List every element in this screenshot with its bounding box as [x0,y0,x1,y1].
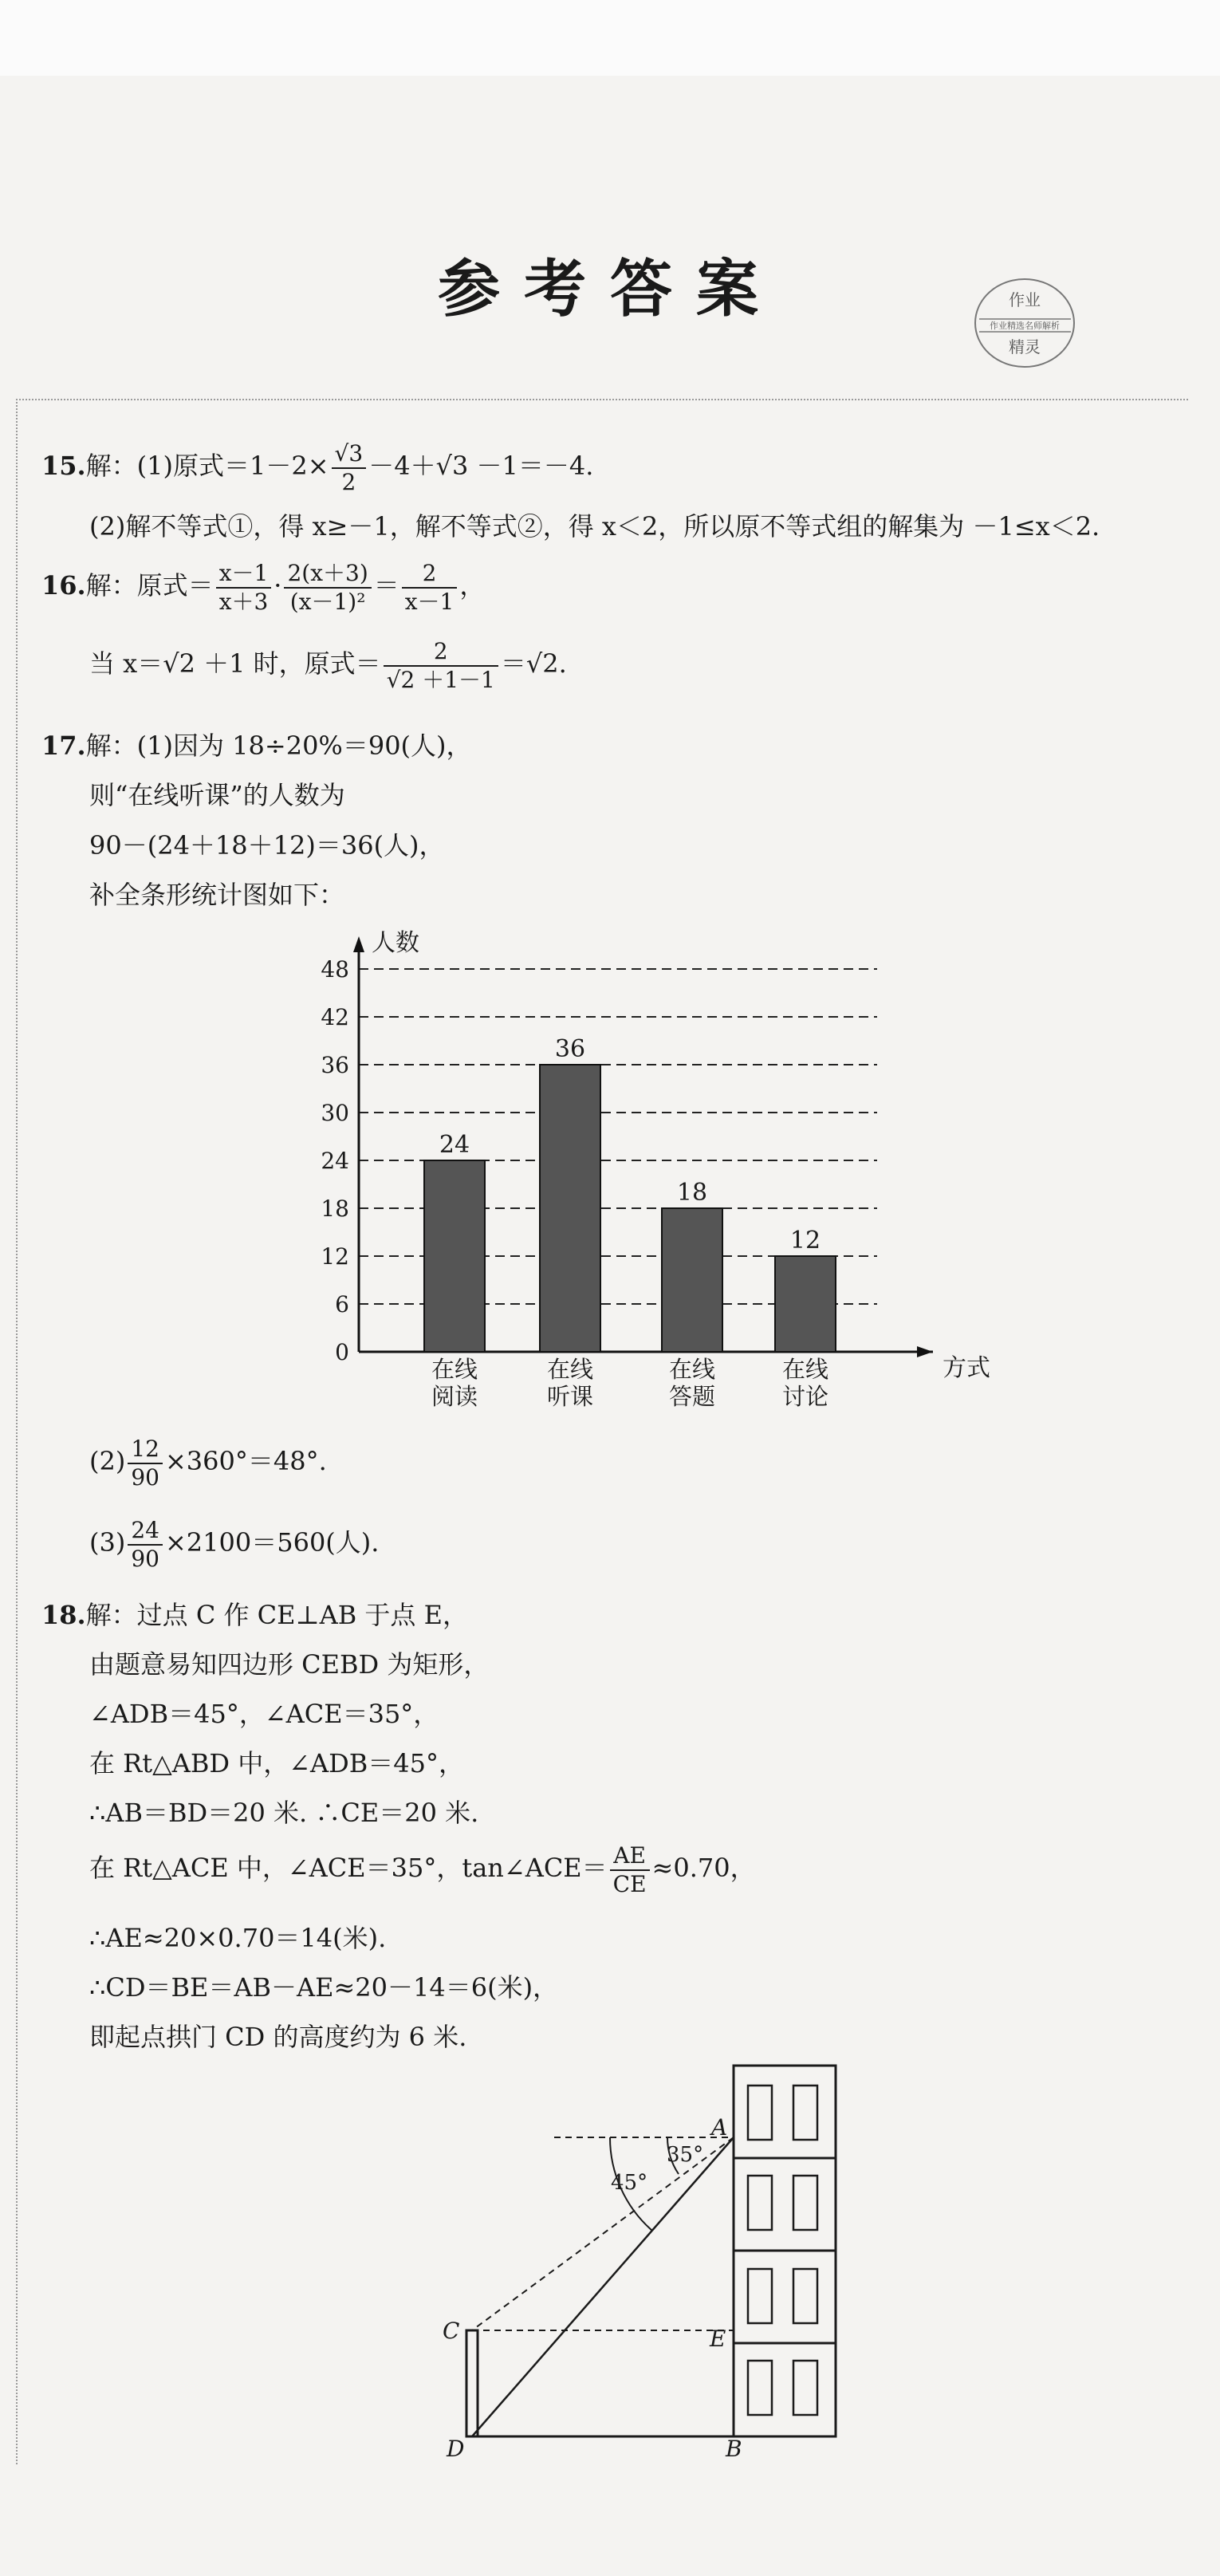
page-border-top [16,399,1188,400]
q18-line-2: 由题意易知四边形 CEBD 为矩形， [89,1649,490,1680]
angle-45-label: 45° [611,2171,648,2195]
point-b-label: B [726,2436,742,2462]
point-a-label: A [711,2114,728,2141]
q17-part3: (3) $\frac{24}{90}$ ×2100＝560(人). [89,1517,380,1572]
q17-line-2: 则“在线听课”的人数为 [89,780,345,810]
q17-line-1: 17.解：(1)因为 18÷20%＝90(人)， [41,731,472,761]
y-tick-label: 0 [335,1339,349,1365]
y-tick-label: 48 [321,956,349,983]
q17-number: 17. [41,731,86,761]
q15-line-1: 15.解：(1)原式＝1－2× $\frac{√3}{2}$ －4＋√3 －1＝－4. [41,440,594,495]
q18-number: 18. [41,1600,86,1630]
bar-value-label: 24 [439,1131,470,1159]
q15-line-2: (2)解不等式①，得 x≥－1，解不等式②，得 x＜2，所以原不等式组的解集为 －1≤x＜2. [89,511,1100,542]
x-axis-title: 方式 [943,1354,990,1382]
stamp-bottom-text: 精灵 [1009,337,1041,356]
y-tick-label: 36 [321,1052,349,1078]
stamp-top-text: 作业 [1009,290,1041,309]
bar [424,1160,485,1352]
q17-line-3: 90－(24＋18＋12)＝36(人)， [89,830,445,861]
x-category-label: 在线 [546,1356,594,1383]
publisher-stamp [971,270,1079,377]
y-axis-arrow [353,936,364,952]
q18-line-7: ∴AE≈20×0.70＝14(米). [89,1923,387,1953]
y-axis-title: 人数 [372,929,419,957]
q18-line-3: ∠ADB＝45°，∠ACE＝35°， [89,1699,439,1729]
q18-line-5: ∴AB＝BD＝20 米. ∴CE＝20 米. [89,1798,479,1828]
x-category-label: 答题 [668,1383,716,1410]
arch-cd [466,2330,478,2436]
bar-chart [303,917,990,1436]
angle-35-label: 35° [667,2143,704,2167]
x-category-label: 在线 [431,1356,478,1383]
y-tick-label: 18 [321,1195,349,1222]
q16-line-1: 16.解：原式＝ $\frac{x-1}{x+3}$ · $\frac{2(x+3)}{\text{(x－1)²}}$ ＝ $\frac{2}{x-1}$ ， [41,560,486,615]
q18-line-1: 18.解：过点 C 作 CE⊥AB 于点 E， [41,1600,468,1630]
x-axis-arrow [917,1346,933,1357]
point-e-label: E [710,2326,726,2352]
page-border-left [16,399,18,2464]
stamp-middle-text: 作业精选名师解析 [990,321,1060,331]
q16-line-2: 当 x＝√2 ＋1 时，原式＝ $\frac{2}{√2 +1-1}$ ＝√2. [89,638,567,693]
point-c-label: C [443,2318,460,2344]
top-margin [0,0,1220,76]
y-tick-label: 30 [321,1100,349,1126]
q18-line-8: ∴CD＝BE＝AB－AE≈20－14＝6(米)， [89,1972,559,2003]
x-category-label: 在线 [668,1356,716,1383]
q15-fraction: $\frac{√3}{2}$ [332,440,367,495]
line-ad [472,2137,734,2436]
bar [662,1208,722,1352]
bar [775,1256,836,1352]
x-category-label: 讨论 [781,1383,829,1410]
bar [540,1065,600,1352]
q18-line-9: 即起点拱门 CD 的高度约为 6 米. [89,2022,467,2052]
geometry-figure [431,2058,877,2462]
q18-line-4: 在 Rt△ABD 中，∠ADB＝45°， [89,1748,465,1778]
page-title: 参考答案 [437,254,782,325]
q16-number: 16. [41,570,86,601]
q18-line-6: 在 Rt△ACE 中，∠ACE＝35°，tan∠ACE＝ $\frac{AE}{CE}$ ≈0.70， [89,1842,756,1897]
q17-part2: (2) $\frac{12}{90}$ ×360°＝48°. [89,1436,327,1491]
x-category-label: 在线 [781,1356,829,1383]
q15-number: 15. [41,451,86,482]
y-tick-label: 12 [321,1243,349,1270]
x-category-label: 听课 [546,1383,594,1410]
bar-value-label: 12 [789,1227,821,1255]
y-tick-label: 24 [321,1148,349,1174]
point-d-label: D [447,2436,465,2462]
y-tick-label: 42 [321,1004,349,1030]
q17-line-4: 补全条形统计图如下： [89,880,345,910]
bar-value-label: 36 [554,1035,586,1063]
x-category-label: 阅读 [431,1383,478,1410]
bar-value-label: 18 [676,1179,708,1207]
y-tick-label: 6 [335,1291,349,1318]
